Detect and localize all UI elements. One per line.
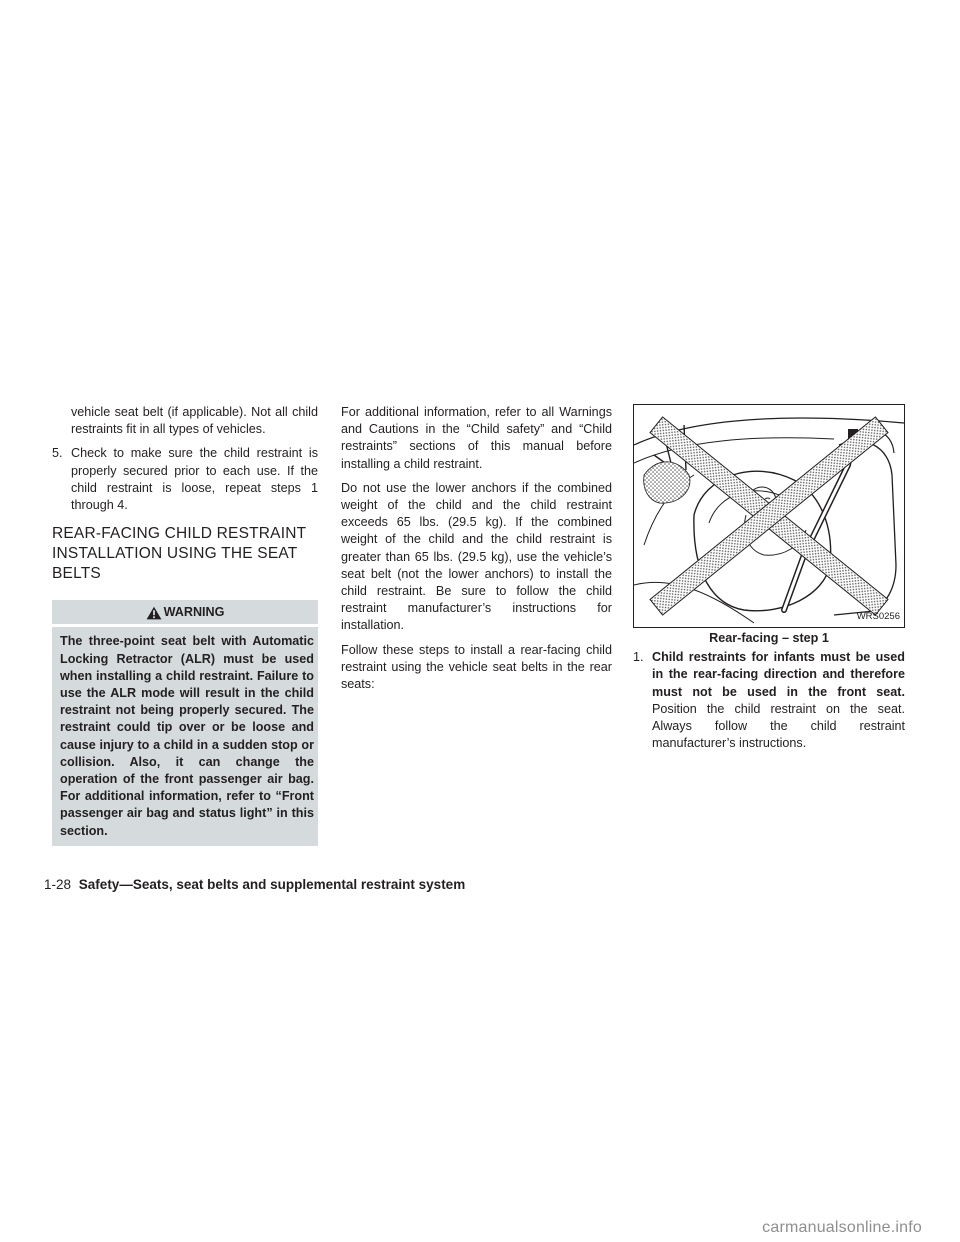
column-right <box>633 404 905 762</box>
page-footer <box>44 877 465 892</box>
paragraph-follow-steps: Follow these steps to install a rear-facing child restraint using the vehicle seat belts in the rear seats: <box>341 642 612 692</box>
warning-box <box>52 600 318 846</box>
warning-triangle-icon <box>146 606 162 620</box>
figure-caption: Rear-facing – step 1 <box>709 631 829 645</box>
continued-text: vehicle seat belt (if applicable). Not all child restraints fit in all types of vehicles. <box>71 405 318 437</box>
step-number: 1. <box>633 650 644 665</box>
step-text-bold: Child restraints for infants must be used in the rear-facing direction and therefore must not be used in the front seat. <box>652 650 905 699</box>
step-number: 5. <box>52 446 63 461</box>
step-text: Check to make sure the child restraint is properly secured prior to each use. If the child restraint is loose, repeat steps 1 through 4. <box>71 446 318 513</box>
paragraph-additional-info: For additional information, refer to all Warnings and Cautions in the “Child safety” and “Child restraints” sections of this manual before installing a child restraint. <box>341 405 612 471</box>
warning-text: The three-point seat belt with Automatic Locking Retractor (ALR) must be used when installing a child restraint. Failure to use the ALR mode will result in the child restraint not being properly secured. The restraint could tip over or be loose and cause injury to a child in a sudden stop or collision. Also, it can change the operation of the front passenger air bag. For additional information, refer to “Front passenger air bag and status light” in this section. <box>60 634 314 838</box>
warning-title: WARNING <box>163 605 225 620</box>
step-5 <box>52 445 318 514</box>
step-text-normal: Position the child restraint on the seat. Always follow the child restraint manufacturer’s instructions. <box>652 701 905 751</box>
step-1 <box>633 649 905 752</box>
watermark: carmanualsonline.info <box>762 1219 922 1236</box>
column-left <box>52 404 318 846</box>
figure-code: WRS0256 <box>856 610 900 622</box>
page-number: 1-28 <box>44 877 72 892</box>
child-seat-illustration <box>634 405 904 627</box>
section-heading: REAR-FACING CHILD RESTRAINT INSTALLATION USING THE SEAT BELTS <box>52 525 307 583</box>
paragraph-lower-anchors: Do not use the lower anchors if the combined weight of the child and the child restraint exceeds 65 lbs. (29.5 kg). If the combined weight of the child and the child restraint is greater than 65 lbs. (29.5 kg), use the vehicle’s seat belt (not the lower anchors) to install the child restraint. Be sure to follow the child restraint manufacturer’s instructions for installation. <box>341 480 612 633</box>
illustration-rear-facing-step-1 <box>633 404 905 628</box>
step-text <box>652 649 905 752</box>
footer-section-title: Safety—Seats, seat belts and supplemental restraint system <box>78 877 466 892</box>
warning-header <box>52 600 318 627</box>
column-middle <box>341 404 612 700</box>
